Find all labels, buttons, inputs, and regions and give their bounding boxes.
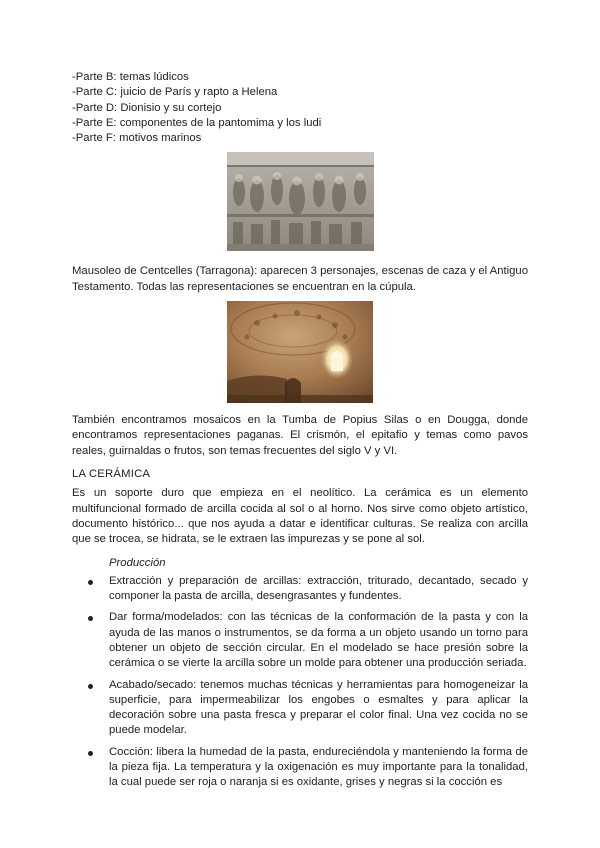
bullet-icon: [88, 684, 93, 689]
list-item: [72, 610, 528, 671]
list-item-text: Extracción y preparación de arcillas: extracción, triturado, decantado, secado y componer la pasta de arcilla, desengrasantes y fundentes.: [109, 574, 528, 603]
list-item: [72, 574, 528, 605]
section-title: LA CERÁMICA: [72, 467, 151, 480]
ceramica-paragraph: Es un soporte duro que empieza en el neolítico. La cerámica es un elemento multifuncional formado de arcilla cocida al sol o al horno. Nos sirve como objeto artístico, documento histórico... que nos ayuda a datar e identificar culturas. Se realiza con arcilla que se trocea, se hidrata, se le extraen las impurezas y se pone al sol.: [72, 487, 528, 546]
bullet-icon: [88, 580, 93, 585]
list-item-text: Dar forma/modelados: con las técnicas de la conformación de la pasta y con la ayuda de las manos o instrumentos, se da forma a un objeto usando un torno para obtener un objeto de sección circular. En el modelado se hace presión sobre la cerámica o se vierte la arcilla sobre un molde para obtener una producción seriada.: [109, 611, 528, 670]
dome-interior-image: [227, 301, 373, 403]
bullet-icon: [88, 616, 93, 621]
parts-list-item: -Parte B: temas lúdicos: [72, 71, 189, 83]
figure-1-wrapper: [72, 146, 528, 251]
bullet-icon: [88, 751, 93, 756]
parts-list-item: -Parte F: motivos marinos: [72, 132, 202, 145]
document-page: [72, 70, 528, 797]
list-item-text: Acabado/secado: tenemos muchas técnicas y herramientas para homogeneizar la superficie, para impermeabilizar los engobes o esmaltes y para aplicar la decoración sobre una pasta fresca y preparar el color final. Una vez cocida no se puede modelar.: [109, 678, 528, 737]
figure-2-wrapper: [72, 295, 528, 403]
tumba-paragraph: También encontramos mosaicos en la Tumba de Popius Silas o en Dougga, donde encontramos representaciones paganas. El crismón, el epitafio y temas como pavos reales, guirnaldas o frutos, son temas frecuentes del siglo V y VI.: [72, 414, 528, 457]
list-item-text: Cocción: libera la humedad de la pasta, endureciéndola y manteniendo la forma de la pieza fija. La temperatura y la oxigenación es muy importante para la tonalidad, la cual puede ser roja o naranja si es oxidante, grises y negras si la cocción es: [109, 745, 528, 789]
parts-list-item: -Parte C: juicio de París y rapto a Helena: [72, 86, 278, 99]
parts-list: [72, 70, 528, 146]
parts-list-item: -Parte E: componentes de la pantomima y los ludi: [72, 116, 322, 129]
parts-list-item: -Parte D: Dionisio y su cortejo: [72, 101, 222, 114]
subheading-produccion: Producción: [109, 557, 166, 570]
list-item: [72, 678, 528, 739]
production-bullet-list: [72, 574, 528, 791]
figure-1-caption: Mausoleo de Centcelles (Tarragona): aparecen 3 personajes, escenas de caza y el Antiguo Testamento. Todas las representaciones se encuentran en la cúpula.: [72, 265, 528, 293]
sarcophagus-relief-image: [227, 152, 374, 251]
list-item: [72, 745, 528, 791]
